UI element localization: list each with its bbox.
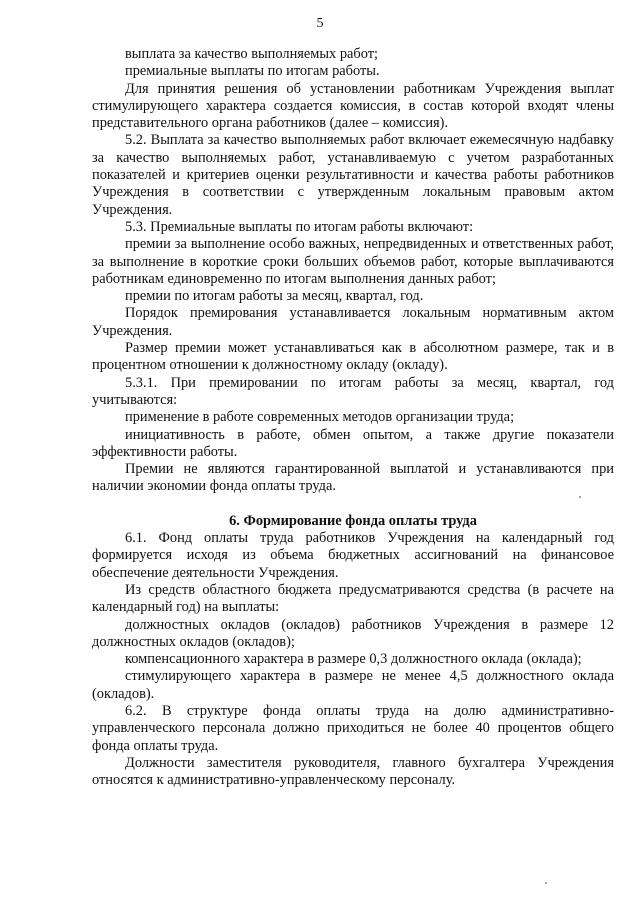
paragraph: Для принятия решения об установлении работникам Учреждения выплат стимулирующего характера создается комиссия, в состав которой входят члены представительного органа работников (далее – комиссия). (92, 80, 614, 132)
paragraph: выплата за качество выполняемых работ; (125, 46, 379, 62)
scan-speck (579, 496, 581, 498)
paragraph: Должности заместителя руководителя, главного бухгалтера Учреждения относятся к административно-управленческому персоналу. (92, 754, 614, 789)
paragraph: премии по итогам работы за месяц, квартал, год. (125, 288, 424, 305)
paragraph: 6.1. Фонд оплаты труда работников Учреждения на календарный год формируется исходя из объема бюджетных ассигнований на финансовое обеспечение деятельности Учреждения. (92, 530, 614, 581)
paragraph: стимулирующего характера в размере не менее 4,5 должностного оклада (окладов). (92, 668, 614, 702)
paragraph: Премии не являются гарантированной выплатой и устанавливаются при наличии экономии фонда оплаты труда. (92, 461, 614, 495)
page-number: 5 (316, 16, 324, 31)
paragraph: применение в работе современных методов организации труда; (125, 409, 515, 426)
paragraph: Из средств областного бюджета предусматриваются средства (в расчете на календарный год) на выплаты: (92, 581, 614, 616)
paragraph: премиальные выплаты по итогам работы. (125, 63, 380, 80)
paragraph: премии за выполнение особо важных, непредвиденных и ответственных работ, за выполнение в короткие сроки больших объемов работ, которые выплачиваются работникам единовременно по итогам выполнения данных работ; (92, 236, 614, 287)
paragraph: 6.2. В структуре фонда оплаты труда на долю административно-управленческого персонала должно приходиться не более 40 процентов общего фонда оплаты труда. (92, 702, 614, 754)
paragraph: 5.3. Премиальные выплаты по итогам работы включают: (125, 218, 474, 235)
document-body (92, 46, 614, 789)
paragraph: должностных окладов (окладов) работников Учреждения в размере 12 должностных окладов (окладов); (92, 616, 614, 650)
section-heading: 6. Формирование фонда оплаты труда (229, 512, 477, 529)
paragraph: компенсационного характера в размере 0,3 должностного оклада (оклада); (125, 651, 582, 668)
paragraph: 5.3.1. При премировании по итогам работы за месяц, квартал, год учитываются: (92, 374, 614, 408)
paragraph: Порядок премирования устанавливается локальным нормативным актом Учреждения. (92, 305, 614, 339)
paragraph: инициативность в работе, обмен опытом, а также другие показатели эффективности работы. (92, 426, 614, 460)
paragraph: Размер премии может устанавливаться как в абсолютном размере, так и в процентном отношении к должностному окладу (окладу). (92, 340, 614, 374)
paragraph: 5.2. Выплата за качество выполняемых работ включает ежемесячную надбавку за качество выполняемых работ, устанавливаемую с учетом разработанных показателей и критериев оценки результативности и качества работы работников Учреждения в соответствии с утвержденным локальным правовым актом Учреждения. (92, 132, 614, 218)
scan-speck (545, 882, 547, 884)
